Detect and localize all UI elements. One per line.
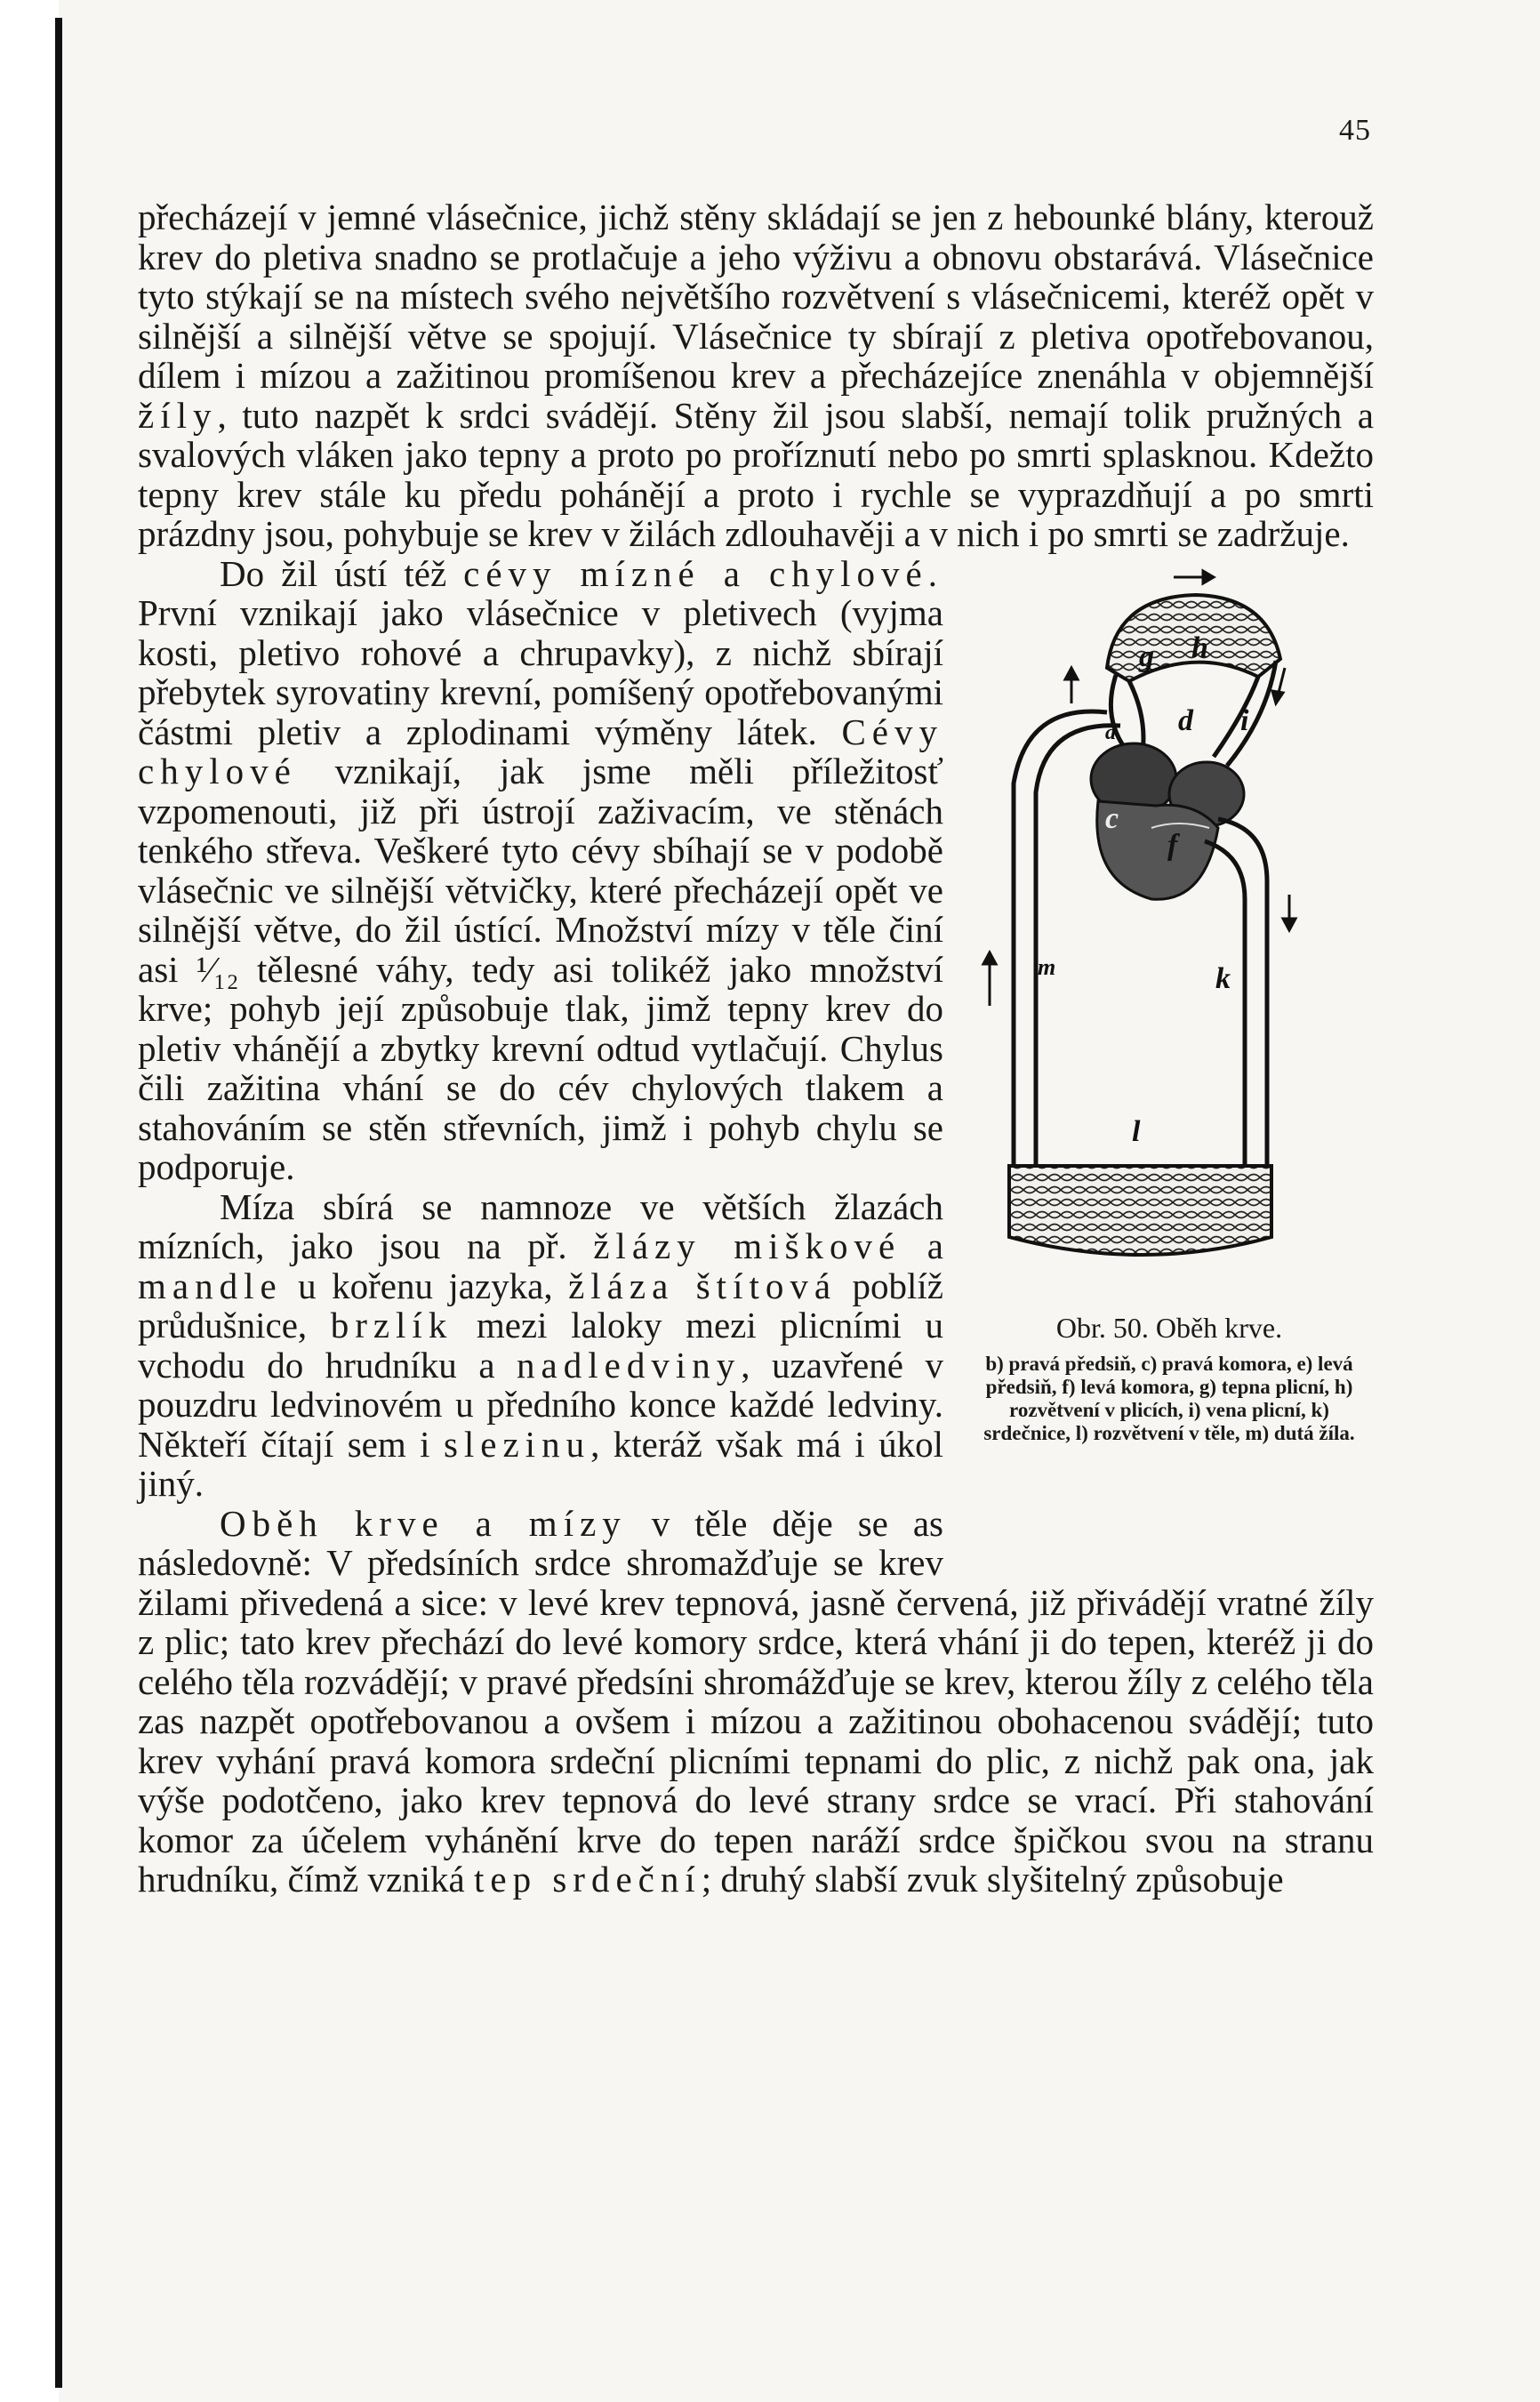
p4-spaced-term-2: tep srdeční [474,1859,702,1900]
p3-text-a: a [901,1225,944,1266]
paragraph-1 [138,197,1374,554]
p4-text-a: v těle děje se as následovně: V předsíních srdce shromažďuje se krev žilami přivedená a sice: v levé krev tepnová, jasně červená, již přivádějí vratné žíly z plic; tato krev přechází do levé komory srdce, která vhání ji do tepen, kteréž ji do celého těla rozvádějí; v pravé předsíni shromážďuje se krev, kterou žíly z celého těla zas nazpět opotřebovanou a ovšem i mízou a zažitinou obohacenou svádějí; tuto krev vyhání pravá komora srdeční plicními tepnami do plic, z nichž pak ona, jak výše podotčeno, jako krev tepnová do levé strany srdce se vrací. Při stahování komor za účelem vyhánění krve do tepen naráží srdce špičkou svou na stranu hrudníku, čímž vzniká [138,1502,1374,1900]
p3-spaced-1: žlázy miškové [593,1225,902,1266]
figure-circulation [965,561,1374,1557]
label-d: d [1178,703,1193,737]
label-f: f [1167,828,1178,862]
label-l: l [1132,1114,1141,1148]
p1-text: přecházejí v jemné vlásečnice, jichž stěny skládají se jen z hebounké blány, kterouž krev do pletiva snadno se protlačuje a jeho výživu a obnovu obstarává. Vlásečnice tyto stýkají se na místech svého největšího rozvětvení s vlásečnicemi, kteréž opět v silnější a silnější větve se spojují. Vlásečnice ty sbírají z pletiva opotřebovanou, dílem i mízou a zažitinou promíšenou krev a přecházejíce znenáhla v objemnější [138,197,1374,396]
p1-text-end: , tuto nazpět k srdci svádějí. Stěny žil jsou slabší, nemají tolik pružných a svalových vláken jako tepny a proto po proříznutí nebo po smrti splasknou. Kdežto tepny krev stále ku předu pohánějí a proto i rychle se vyprazdňují a po smrti prázdny jsou, pohybuje se krev v žilách zdlouhavěji a v nich i po smrti se zadržuje. [138,394,1374,554]
label-a: a [1105,720,1116,744]
p2-text-start: Do žil ústí též [220,552,464,594]
label-c: c [1105,801,1119,835]
p3-spaced-2: mandle [138,1265,283,1306]
figure-caption: Obr. 50. Oběh krve. [1055,1311,1283,1344]
binding-edge [55,18,62,2388]
p3-spaced-5: nadledviny [517,1344,742,1386]
p2-spaced-term: cévy mízné a chylové. [463,552,943,594]
label-g: g [1139,639,1154,673]
p3-text-e: , uzavřené v pouzdru ledvinovém u předního konce každé ledviny. Někteří čítají sem i [138,1344,943,1465]
p3-text-f: , kteráž však má i úkol jiný. [138,1423,943,1504]
p4-spaced-term: Oběh krve a mízy [220,1502,627,1544]
p2-text-a: První vznikají jako vlásečnice v pletivech (vyjma kosti, pletivo rohové a chrupavky), z nichž sbírají přebytek syrovatiny krevní, pomíšený opotřebovanými částmi pletiv a zplodinami výměny látek. [138,592,943,752]
p3-spaced-3: žláza štítová [568,1265,838,1306]
body-capillaries [1009,1166,1271,1255]
p3-spaced-4: brzlík [330,1305,453,1346]
figure-legend: b) pravá předsiň, c) pravá komora, e) levá předsiň, f) levá komora, g) tepna plicní, h) rozvětvení v plicích, i) vena plicní, k) srdečnice, l) rozvětvení v těle, m) dutá žíla. [983,1352,1355,1444]
scan-margin [0,0,59,2402]
p3-text-c: poblíž průdušnice, [138,1265,943,1346]
page-number: 45 [1339,114,1371,147]
p3-text-start: Míza sbírá se namnoze ve větších žlazách mízních, jako jsou na př. [138,1185,943,1266]
paragraph-4 [138,1504,1374,1900]
label-k: k [1215,961,1231,995]
p3-text-d: mezi laloky mezi plicními u vchodu do hrudníku a [138,1305,943,1386]
p3-spaced-6: slezinu [443,1423,591,1465]
label-h: h [1191,631,1208,664]
p2-text-b: vznikají, jak jsme měli příležitosť vzpomenouti, již při ústrojí zaživacím, ve stěnách tenkého střeva. Veškeré tyto cévy sbíhají se v podobě vlásečnic ve silnější větvičky, které přecházejí opět ve silnější větve, do žil ústící. Množství mízy v těle činí asi ¹⁄₁₂ tělesné váhy, tedy asi tolikéž jako množství krve; pohyb její způsobuje tlak, jimž tepny krev do pletiv vhánějí a zbytky krevní odtud vytlačují. Chylus čili zažitina vhání se do cév chylových tlakem a stahováním se stěn střevních, jimž i pohyb chylu se podporuje. [138,751,943,1187]
label-i: i [1240,703,1249,737]
circulation-diagram [974,561,1365,1299]
p3-text-b: u kořenu jazyka, [282,1265,569,1306]
p1-spaced-term: žíly [138,394,218,436]
p4-text-b: ; druhý slabší zvuk slyšitelný způsobuje [701,1859,1284,1900]
body-text [138,197,1374,1900]
label-m: m [1038,953,1056,980]
p2-spaced-term-2: Cévy chylové [138,711,943,791]
